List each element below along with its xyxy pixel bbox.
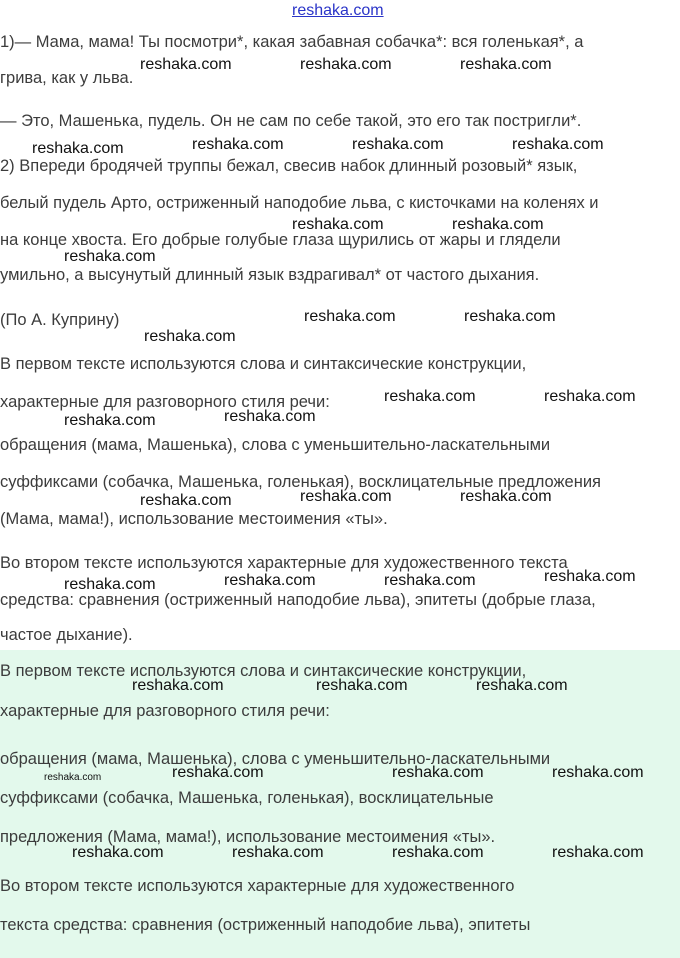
watermark: reshaka.com (384, 572, 476, 589)
watermark: reshaka.com (32, 140, 124, 157)
watermark: reshaka.com (460, 56, 552, 73)
watermark: reshaka.com (452, 216, 544, 233)
watermark: reshaka.com (476, 677, 568, 694)
text-line: суффиксами (собачка, Машенька, голенькая), восклицательные предложения (0, 473, 601, 491)
watermark: reshaka.com (140, 56, 232, 73)
answer-line: предложения (Мама, мама!), использование местоимения «ты». (0, 828, 496, 846)
watermark: reshaka.com (224, 408, 316, 425)
watermark: reshaka.com (300, 488, 392, 505)
answer-line: характерные для разговорного стиля речи: (0, 702, 330, 720)
watermark: reshaka.com (352, 136, 444, 153)
watermark: reshaka.com (552, 764, 644, 781)
watermark: reshaka.com (544, 568, 636, 585)
answer-line: Во втором тексте используются характерные для художественного (0, 877, 515, 895)
text-line: обращения (мама, Машенька), слова с уменьшительно-ласкательными (0, 436, 551, 454)
watermark: reshaka.com (224, 572, 316, 589)
watermark: reshaka.com (392, 764, 484, 781)
text-line: В первом тексте используются слова и синтаксические конструкции, (0, 355, 527, 373)
watermark: reshaka.com (64, 576, 156, 593)
watermark: reshaka.com (552, 844, 644, 861)
watermark: reshaka.com (292, 216, 384, 233)
watermark: reshaka.com (144, 328, 236, 345)
text-line: умильно, а высунутый длинный язык вздрагивал* от частого дыхания. (0, 266, 540, 284)
watermark: reshaka.com (544, 388, 636, 405)
watermark: reshaka.com (44, 772, 102, 783)
text-line: (Мама, мама!), использование местоимения «ты». (0, 510, 388, 528)
watermark: reshaka.com (316, 677, 408, 694)
text-line: 1)— Мама, мама! Ты посмотри*, какая забавная собачка*: вся голенькая*, а (0, 33, 584, 51)
watermark: reshaka.com (512, 136, 604, 153)
watermark: reshaka.com (192, 136, 284, 153)
text-line: характерные для разговорного стиля речи: (0, 393, 330, 411)
watermark: reshaka.com (300, 56, 392, 73)
watermark: reshaka.com (64, 248, 156, 265)
text-line: на конце хвоста. Его добрые голубые глаза щурились от жары и глядели (0, 231, 561, 249)
watermark: reshaka.com (140, 492, 232, 509)
text-line: — Это, Машенька, пудель. Он не сам по себе такой, это его так постригли*. (0, 112, 582, 130)
text-line: белый пудель Арто, остриженный наподобие льва, с кисточками на коленях и (0, 194, 599, 212)
watermark: reshaka.com (304, 308, 396, 325)
text-line: частое дыхание). (0, 626, 133, 644)
answer-line: текста средства: сравнения (остриженный наподобие льва), эпитеты (0, 916, 531, 934)
watermark: reshaka.com (464, 308, 556, 325)
answer-line: суффиксами (собачка, Машенька, голенькая), восклицательные (0, 789, 494, 807)
watermark: reshaka.com (460, 488, 552, 505)
watermark: reshaka.com (132, 677, 224, 694)
watermark: reshaka.com (392, 844, 484, 861)
text-line: грива, как у льва. (0, 69, 134, 87)
watermark: reshaka.com (64, 412, 156, 429)
text-line: 2) Впереди бродячей труппы бежал, свесив набок длинный розовый* язык, (0, 157, 578, 175)
watermark: reshaka.com (384, 388, 476, 405)
watermark: reshaka.com (72, 844, 164, 861)
answer-line: В первом тексте используются слова и синтаксические конструкции, (0, 662, 527, 680)
text-line: средства: сравнения (остриженный наподобие льва), эпитеты (добрые глаза, (0, 591, 596, 609)
text-line: Во втором тексте используются характерные для художественного текста (0, 554, 568, 572)
text-line: (По А. Куприну) (0, 311, 120, 329)
answer-line: обращения (мама, Машенька), слова с уменьшительно-ласкательными (0, 750, 551, 768)
watermark: reshaka.com (232, 844, 324, 861)
source-link[interactable]: reshaka.com (292, 2, 384, 19)
watermark: reshaka.com (172, 764, 264, 781)
